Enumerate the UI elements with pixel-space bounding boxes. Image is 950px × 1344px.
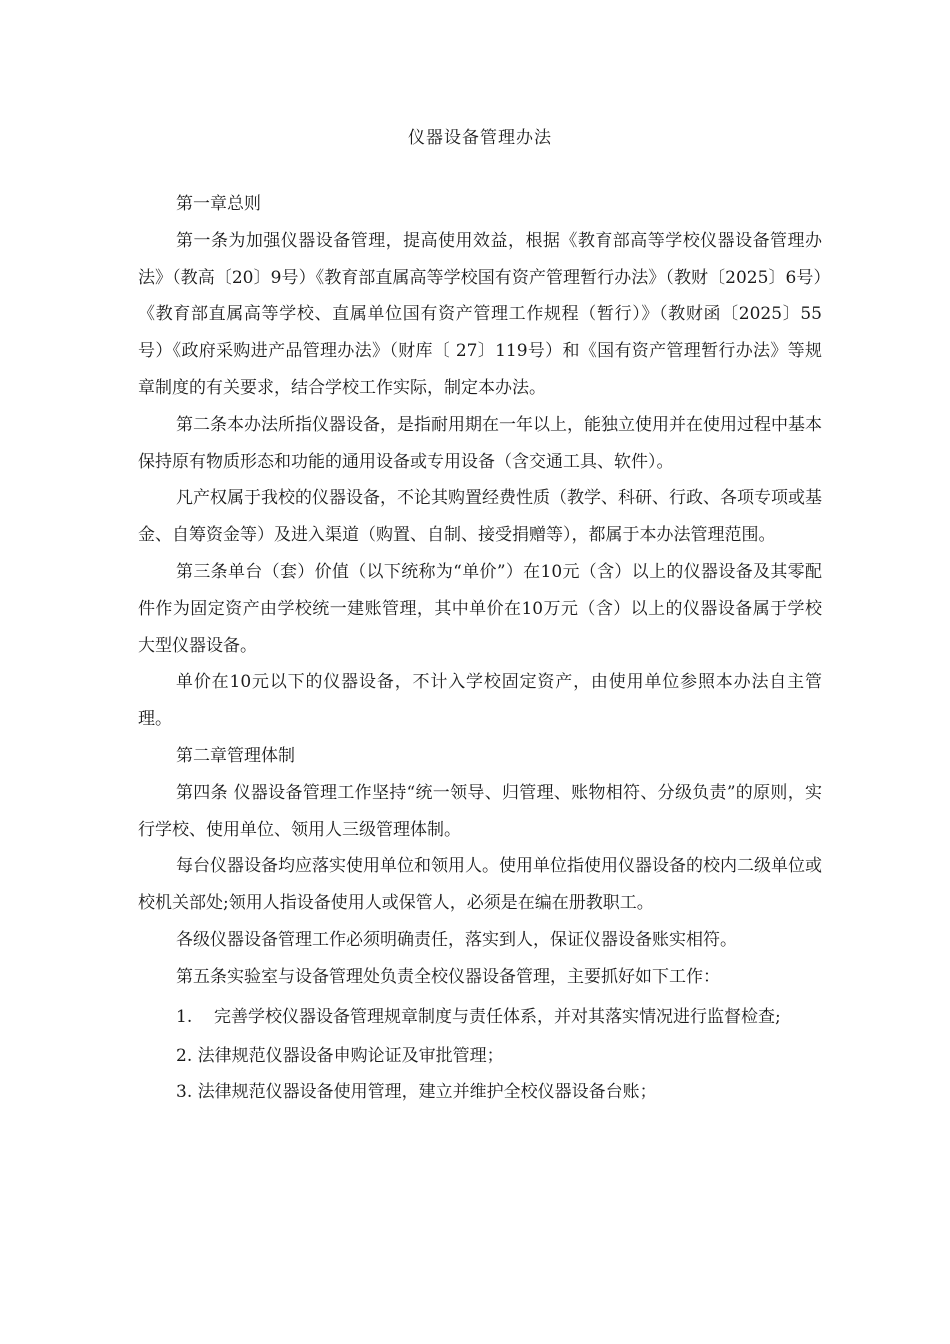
paragraph: 第三条单台（套）价值（以下统称为“单价”）在10元（含）以上的仪器设备及其零配件作为固定资产由学校统一建账管理，其中单价在10万元（含）以上的仪器设备属于学校大型仪器设备。 xyxy=(138,561,822,656)
paragraph: 单价在10元以下的仪器设备，不计入学校固定资产，由使用单位参照本办法自主管理。 xyxy=(138,672,822,730)
list-item: 2. 法律规范仪器设备申购论证及审批管理； xyxy=(176,1045,504,1066)
document-body xyxy=(138,186,822,1111)
paragraph: 凡产权属于我校的仪器设备，不论其购置经费性质（教学、科研、行政、各项专项或基金、自筹资金等）及进入渠道（购置、自制、接受捐赠等），都属于本办法管理范围。 xyxy=(138,488,822,546)
list-item: 3. 法律规范仪器设备使用管理，建立并维护全校仪器设备台账； xyxy=(176,1082,657,1103)
list-item xyxy=(138,996,822,1038)
chapter-heading: 第二章管理体制 xyxy=(176,745,295,766)
paragraph: 每台仪器设备均应落实使用单位和领用人。使用单位指使用仪器设备的校内二级单位或校机关部处;领用人指设备使用人或保管人，必须是在编在册教职工。 xyxy=(138,856,822,914)
chapter-heading: 第一章总则 xyxy=(176,194,261,214)
paragraph: 第五条实验室与设备管理处负责全校仪器设备管理，主要抓好如下工作： xyxy=(176,966,720,987)
paragraph: 第二条本办法所指仪器设备，是指耐用期在一年以上，能独立使用并在使用过程中基本保持原有物质形态和功能的通用设备或专用设备（含交通工具、软件）。 xyxy=(138,414,822,472)
list-item-number: 1. xyxy=(176,1006,193,1027)
document-title: 仪器设备管理办法 xyxy=(408,128,552,148)
paragraph: 第一条为加强仪器设备管理，提高使用效益，根据《教育部高等学校仪器设备管理办法》（教高〔20〕9号）《教育部直属高等学校国有资产管理暂行办法》（教财〔2025〕6号）《教育部直属高等学校、直属单位国有资产管理工作规程（暂行）》（教财函〔2025〕55号）《政府采购进产品管理办法》（财库〔 27〕119号）和《国有资产管理暂行办法》等规章制度的有关要求，结合学校工作实际，制定本办法。 xyxy=(138,230,822,398)
list-item-text: 完善学校仪器设备管理规章制度与责任体系，并对其落实情况进行监督检查; xyxy=(214,1006,781,1027)
paragraph: 第四条 仪器设备管理工作坚持“统一领导、归管理、账物相符、分级负责”的原则，实行学校、使用单位、领用人三级管理体制。 xyxy=(138,782,822,840)
paragraph: 各级仪器设备管理工作必须明确责任，落实到人，保证仪器设备账实相符。 xyxy=(176,929,737,950)
